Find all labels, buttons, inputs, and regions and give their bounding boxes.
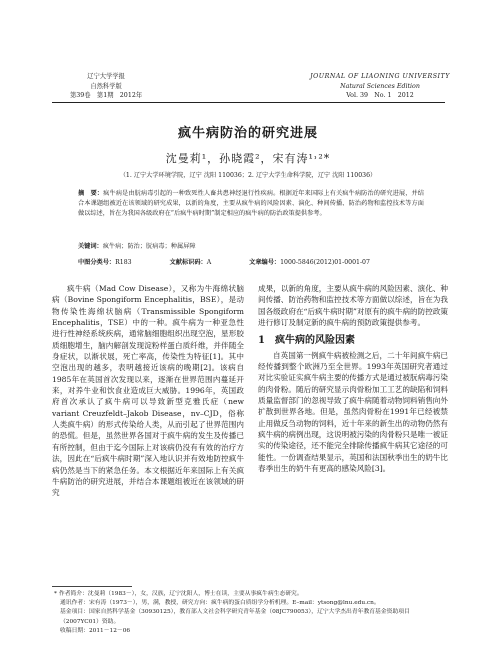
section-paragraph: 自英国第一例疯牛病被检测之后，二十年间疯牛病已经传播到整个欧洲乃至全世界。1993年英国研究者通过对比实验证实疯牛病主要的传播方式是通过被朊病毒污染的肉骨粉。随后的研究显示肉骨粉加工工艺的缺陷和饲料质量监督部门的忽视导致了疯牛病随着动物饲料销售向外扩散到世界各地。但是，虽然肉骨粉在1991年已经被禁止用做反刍动物的饲料，近十年来的新生出的动物仍然有疯牛病的病例出现，这说明被污染的肉骨粉只是唯一被证实的传染途径，还不能完全排除传播疯牛病其它途径的可能性。一份调查结果显示，英国和法国秋季出生的奶牛比春季出生的奶牛有更高的感染风险[3]。 (258, 350, 448, 474)
intro-paragraph: 疯牛病（Mad Cow Disease），又称为牛海绵状脑病（Bovine Spongiform Encephalitis，BSE），是动物传染性海绵状脑病（Transmissible Spongiform Encephalitis，TSE）中的一种。疯牛病为一种亚急性进行性神经系统疾病，通常脑细胞组织出现空泡，星形胶质细胞增生，脑内解剖发现淀粉样蛋白质纤维，并伴随全身症状，以渐状展，死亡率高，传染性为特征[1]。其中空泡出现的越多，表明越接近该病的晚期[2]。该病自1985年在英国首次发现以来，逐渐在世界范围内蔓延开来，对养牛业和饮食业造成巨大威胁。1996年，英国政府首次承认了疯牛病可以导致新型克雅氏症（new variant Creuzfeldt–Jakob Disease，nv–CJD，俗称人类疯牛病）的形式传染给人类，从而引起了世界范围内的恐慌。但是，虽然世界各国对于疯牛病的发生及传播已有所控制，但由于迄今国际上对该病仍没有有效的治疗方法，因此在“后疯牛病时期”深入地认识并有效地防控疯牛病仍然是当下的紧急任务。本文根据近年来国际上有关疯牛病防治的研究进展，并结合本课题组被近在该领域的研究 (52, 284, 244, 498)
abstract (78, 189, 424, 219)
journal-name-en: JOURNAL OF LIAONING UNIVERSITY (310, 73, 450, 80)
journal-edition-cn: 自然科学版 (90, 82, 122, 90)
article-number-value: 1000-5846(2012)01-0001-07 (280, 259, 370, 266)
footnote-rule (52, 586, 132, 587)
affiliation: （1. 辽宁大学环境学院，辽宁 沈阳 110036；2. 辽宁大学生命科学院，辽宁 沈阳 110036） (119, 172, 377, 179)
journal-volume-cn: 第39卷 第1期 2012年 (70, 92, 143, 100)
journal-name-cn: 辽宁大学学报 (87, 73, 125, 80)
keywords-label: 关键词： (78, 243, 103, 250)
journal-header-right (300, 72, 460, 101)
doc-code-label: 文献标识码： (169, 259, 207, 266)
footnote-author-bio: * 作者简介：沈曼莉（1983－），女，汉族，辽宁沈阳人，博士在读，主要从事疯牛病生态研究。 (52, 590, 447, 599)
footnotes (52, 590, 447, 636)
doc-code-value: A (206, 259, 212, 266)
section-heading (258, 335, 448, 346)
intro-paragraph-continued: 成果，以新的角度，主要从疯牛病的风险因素、演化、种间传播、防治药物和监控技术等方面做以综述，旨在为我国各级政府在“后疯牛病时期”对原有的疯牛病的防控政策进行修订及制定新的疯牛病的预防政策提供参考。 (258, 284, 449, 328)
abstract-label: 摘 要： (78, 190, 104, 197)
footnote-funding: 基金项目：国家自然科学基金（30930125），教育部人文社会科学研究青年基金（08JC790053），辽宁大学杰出青年教育基金资助项目（2007YC01）资助。 (60, 609, 410, 625)
article-number-label: 文章编号： (249, 259, 281, 266)
author-list: 沈曼莉¹，孙晓霞²，宋有涛¹˒²* (165, 152, 331, 165)
journal-header-left (70, 72, 142, 101)
abstract-text: 疯牛病是由朊病毒引起的一种致死性人畜共患神经退行性疾病。根据近年来国际上有关疯牛病防治的研究进展，并结合本课题组被近在该领域的研究成果，以新的角度，主要从疯牛病的风险因素、演化、种间传播、防治药物和监控技术等方面做以综述，旨在为我国各级政府在“后疯牛病时期”制定相应的疯牛病的防治政策提供参考。 (78, 190, 424, 217)
clc-label: 中图分类号： (78, 259, 116, 266)
footnote-corresponding-author: 通讯作者：宋有涛（1973－），男，满，教授，研究方向：疯牛病的蛋白质组学分析机理。E–mail：ytsong@lnu.edu.cn。 (60, 600, 380, 607)
footnote-received-date: 收稿日期：2011－12－06 (60, 627, 131, 634)
header-rule (52, 102, 445, 103)
keywords (78, 241, 196, 250)
body-column-right (258, 283, 448, 475)
classification-line (78, 257, 406, 266)
clc-value: R183 (115, 259, 132, 266)
keywords-text: 疯牛病；防治；朊病毒；种属屏障 (102, 243, 196, 250)
section-title: 疯牛病的风险因素 (274, 335, 355, 347)
journal-volume-en: Vol. 39 No. 1 2012 (346, 92, 414, 100)
body-column-left (52, 283, 244, 499)
section-number: 1 (258, 335, 265, 347)
paper-title: 疯牛病防治的研究进展 (177, 126, 318, 141)
journal-edition-en: Natural Sciences Edition (340, 82, 420, 90)
